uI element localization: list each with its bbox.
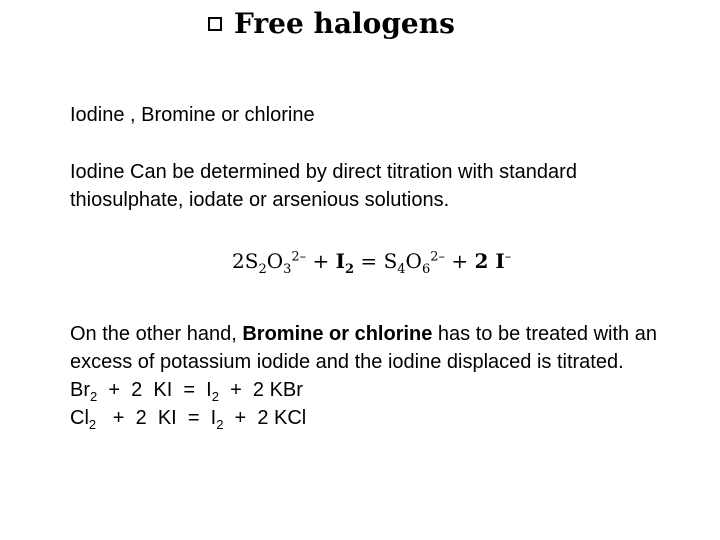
para2-intro: On the other hand, [70,323,243,345]
eq-term: O [405,249,422,273]
eq-operator: = [354,249,384,273]
reaction-bromine [70,376,690,404]
eq-charge: 2– [430,249,446,265]
eq-term: S [383,249,398,273]
paragraph-bromine-chlorine [70,320,690,432]
eq-subscript: 6 [421,262,431,277]
reaction-term: Cl [70,407,89,429]
eq-subscript: 4 [397,262,406,277]
reaction-term: Br [70,379,90,401]
eq-charge: – [504,249,512,265]
eq-operator: + [306,249,336,273]
subheading: Iodine , Bromine or chlorine [70,104,315,126]
slide-title [208,4,455,44]
checkbox-bullet-icon [208,17,222,31]
paragraph-titration: Iodine Can be determined by direct titration with standard thiosulphate, iodate or arsenious solutions. [70,161,577,211]
eq-term-bold: I [335,249,346,273]
reaction-subscript: 2 [88,417,97,432]
reaction-term: + 2 KBr [218,379,303,401]
reaction-subscript: 2 [216,417,224,432]
reaction-term: + 2 KI = I [96,407,217,429]
thiosulphate-equation [232,247,511,275]
eq-subscript: 2 [258,262,267,277]
eq-term-bold: 2 I [474,249,505,273]
reaction-chlorine [70,404,690,432]
reaction-subscript: 2 [211,389,219,404]
reaction-subscript: 2 [90,389,98,404]
eq-subscript: 2 [345,262,355,277]
eq-charge: 2– [291,249,307,265]
eq-term: 2S [232,249,259,273]
title-text: Free halogens [234,7,455,40]
eq-term: O [266,249,284,273]
reaction-term: + 2 KI = I [97,379,212,401]
eq-subscript: 3 [283,262,292,277]
reaction-term: + 2 KCl [223,407,307,429]
eq-operator: + [445,249,475,273]
para2-rest: has to be treated with an excess of potassium iodide and the iodine displaced is titrated. [70,323,657,373]
para2-bold: Bromine or chlorine [242,323,433,345]
